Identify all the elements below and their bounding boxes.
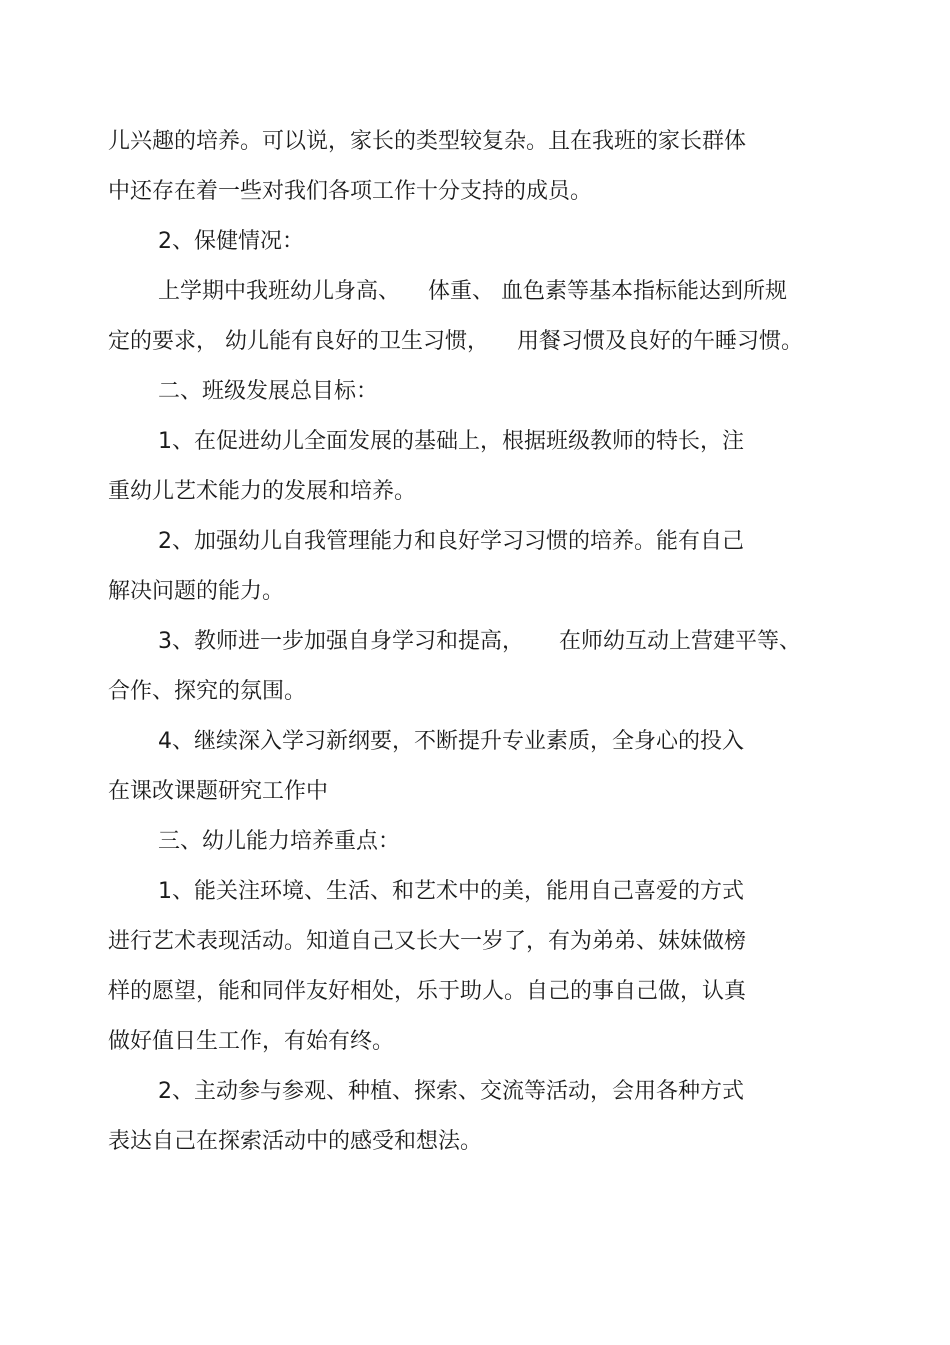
paragraph-line: 3、教师进一步加强自身学习和提高， 在师幼互动上营建平等、 [158,629,801,654]
paragraph-line: 进行艺术表现活动。知道自己又长大一岁了，有为弟弟、妹妹做榜 [108,929,747,954]
paragraph-line: 做好值日生工作，有始有终。 [108,1029,395,1054]
paragraph-line: 上学期中我班幼儿身高、 体重、 血色素等基本指标能达到所规 [158,279,787,304]
paragraph-line: 重幼儿艺术能力的发展和培养。 [108,479,417,504]
paragraph-line: 解决问题的能力。 [108,579,285,604]
paragraph-line: 2、加强幼儿自我管理能力和良好学习习惯的培养。能有自己 [158,529,744,554]
paragraph-line: 1、能关注环境、生活、和艺术中的美，能用自己喜爱的方式 [158,879,744,904]
section-heading: 2、保健情况： [158,229,304,254]
paragraph-line: 4、继续深入学习新纲要，不断提升专业素质，全身心的投入 [158,729,744,754]
paragraph-line: 表达自己在探索活动中的感受和想法。 [108,1129,483,1154]
paragraph-line: 2、主动参与参观、种植、探索、交流等活动，会用各种方式 [158,1079,744,1104]
paragraph-line: 样的愿望，能和同伴友好相处，乐于助人。自己的事自己做，认真 [108,979,747,1004]
section-heading: 三、幼儿能力培养重点： [158,829,401,854]
paragraph-line: 在课改课题研究工作中 [108,779,329,804]
paragraph-line: 中还存在着一些对我们各项工作十分支持的成员。 [108,179,593,204]
paragraph-line: 1、在促进幼儿全面发展的基础上，根据班级教师的特长，注 [158,429,744,454]
paragraph-line: 儿兴趣的培养。可以说，家长的类型较复杂。且在我班的家长群体 [108,129,747,154]
paragraph-line: 定的要求， 幼儿能有良好的卫生习惯， 用餐习惯及良好的午睡习惯。 [108,329,803,354]
section-heading: 二、班级发展总目标： [158,379,379,404]
paragraph-line: 合作、探究的氛围。 [108,679,307,704]
